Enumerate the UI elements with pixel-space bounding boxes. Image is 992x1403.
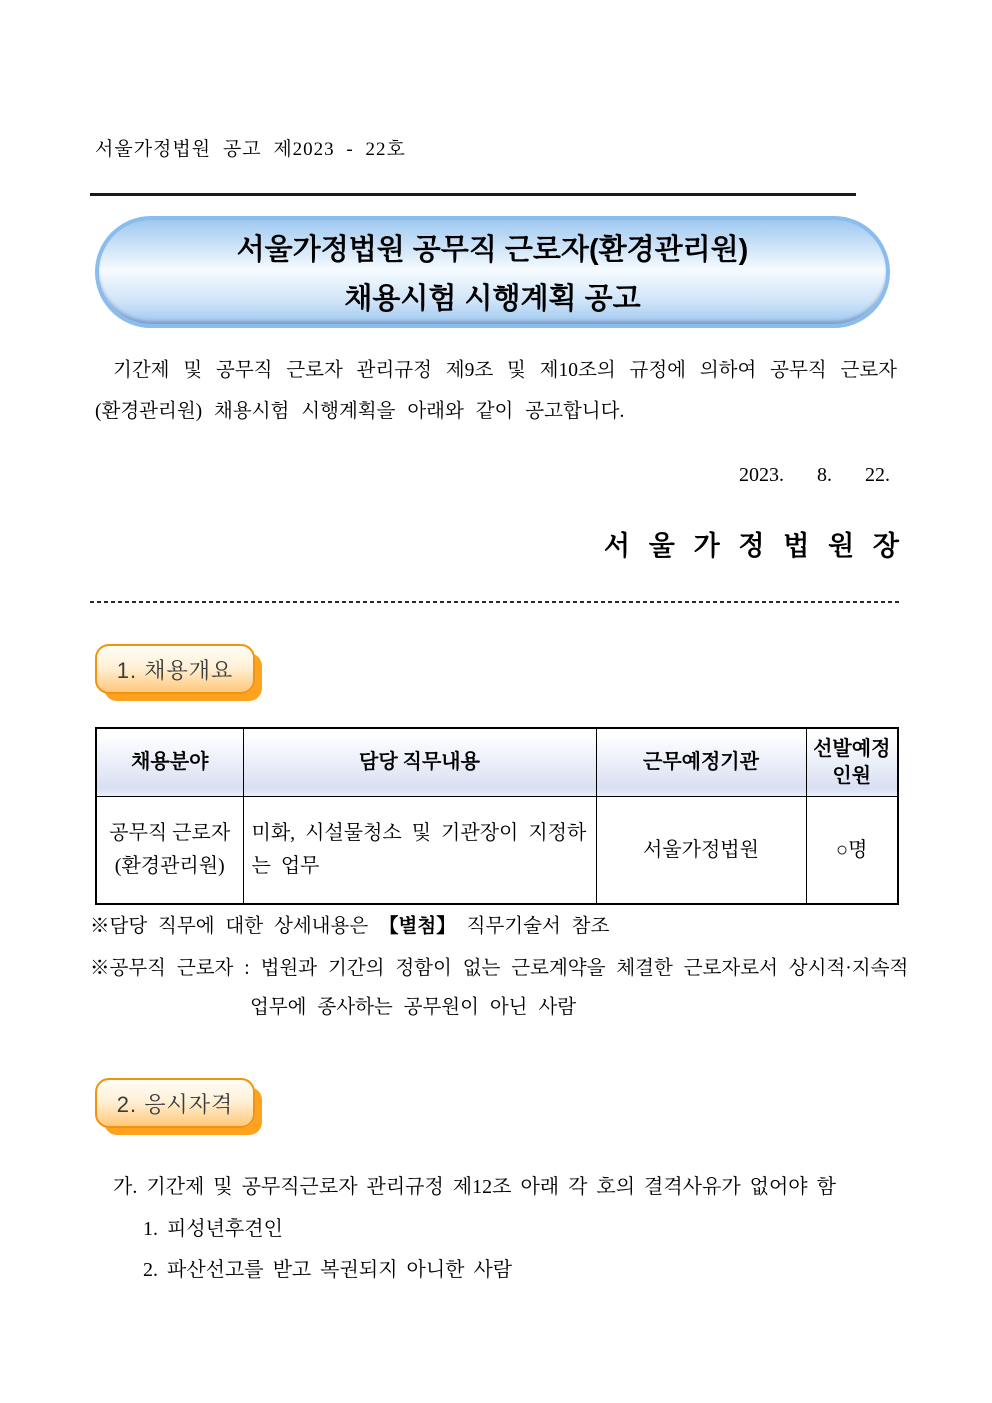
note1-attachment-ref: 【별첨】: [379, 916, 456, 937]
announcement-date: [95, 464, 890, 487]
header-headcount: 선발예정인원: [806, 728, 898, 797]
eligibility-item-1: 1. 피성년후견인: [143, 1218, 283, 1240]
header-organization: 근무예정기관: [596, 728, 806, 797]
cell-duty: 미화, 시설물청소 및 기관장이 지정하는 업무: [243, 797, 596, 905]
note-worker-definition-line1: ※공무직 근로자 : 법원과 기간의 정함이 없는 근로계약을 체결한 근로자로서 상시적·지속적: [90, 958, 909, 979]
eligibility-item-2: 2. 파산선고를 받고 복권되지 아니한 사람: [143, 1259, 513, 1281]
date-day: 22.: [865, 464, 890, 486]
title-line-2: 채용시험 시행계획 공고: [344, 282, 641, 315]
cell-category-line1: 공무직 근로자: [109, 822, 231, 844]
section-heading-recruit-overview: 1. 채용개요: [95, 644, 255, 694]
section-heading-eligibility: 2. 응시자격: [95, 1078, 255, 1128]
dashed-separator: [90, 601, 902, 603]
note1-suffix: 직무기술서 참조: [455, 916, 610, 937]
table-header-row: [96, 728, 898, 797]
date-month: 8.: [817, 464, 832, 486]
document-number: 서울가정법원 공고 제2023 - 22호: [95, 139, 406, 160]
cell-organization: 서울가정법원: [596, 797, 806, 905]
note-worker-definition-line2: 업무에 종사하는 공무원이 아닌 사람: [250, 997, 577, 1018]
cell-category: [96, 797, 243, 905]
recruit-overview-table: [95, 727, 899, 905]
note-job-description: [90, 910, 910, 938]
cell-category-line2: (환경관리원): [114, 855, 225, 877]
cell-headcount: ○명: [806, 797, 898, 905]
title-line-1: 서울가정법원 공무직 근로자(환경관리원): [236, 234, 749, 267]
signer-title: 서 울 가 정 법 원 장: [603, 531, 905, 561]
header-category: 채용분야: [96, 728, 243, 797]
intro-paragraph: 기간제 및 공무직 근로자 관리규정 제9조 및 제10조의 규정에 의하여 공무직 근로자(환경관리원) 채용시험 시행계획을 아래와 같이 공고합니다.: [95, 360, 897, 422]
horizontal-rule-artifact: [90, 193, 856, 196]
note1-prefix: ※담당 직무에 대한 상세내용은: [90, 916, 380, 937]
eligibility-heading: 가. 기간제 및 공무직근로자 관리규정 제12조 아래 각 호의 결격사유가 없어야 함: [113, 1176, 836, 1198]
date-year: 2023.: [739, 464, 784, 486]
title-banner: [95, 216, 890, 328]
table-row: [96, 797, 898, 905]
header-duty: 담당 직무내용: [243, 728, 596, 797]
